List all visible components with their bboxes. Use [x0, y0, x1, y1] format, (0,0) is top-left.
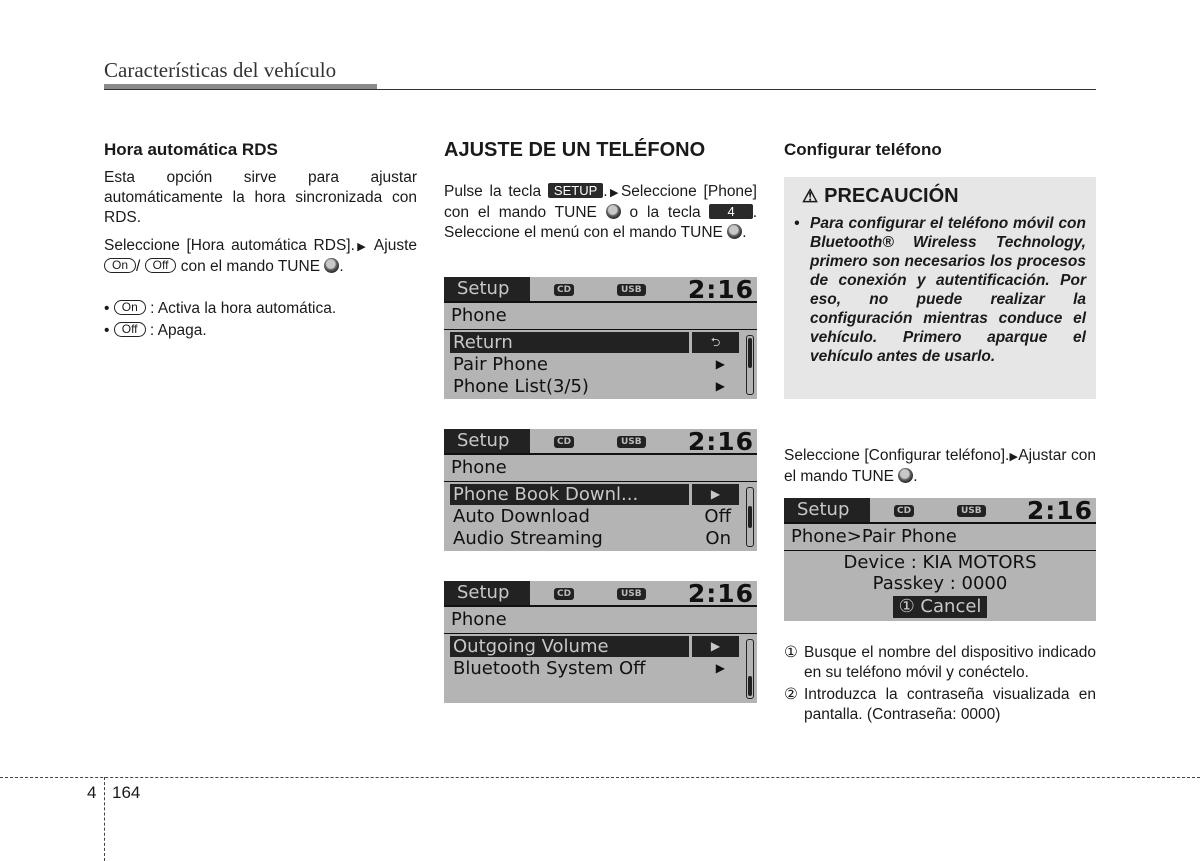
column-phone-setup [444, 140, 757, 251]
lcd-status-bar [444, 581, 757, 607]
lcd-status-bar [784, 498, 1096, 524]
paragraph-configure-phone: Seleccione [Configurar teléfono].▶Ajustar con el mando TUNE . [784, 447, 1096, 485]
lcd-scrollbar [746, 335, 754, 395]
cd-icon: CD [894, 505, 914, 517]
menu-item-phone-list[interactable]: Phone List(3/5) ▶ [453, 376, 725, 397]
setup-key: SETUP [548, 183, 603, 198]
on-key: On [104, 258, 136, 273]
on-key: On [114, 300, 146, 315]
arrow-right-icon: ▶ [689, 484, 739, 505]
lcd-setup-tab: Setup [784, 498, 870, 522]
tune-knob-icon [727, 224, 742, 239]
caution-box [784, 177, 1096, 399]
cd-icon: CD [554, 436, 574, 448]
paragraph-phone-setup: Pulse la tecla SETUP .▶Seleccione [Phone] con el mando TUNE o la tecla 4 . Seleccione el menú con el mando TUNE . [444, 183, 758, 241]
audio-streaming-value: On [705, 528, 731, 549]
lcd-breadcrumb: Phone [451, 305, 507, 326]
lcd-scrollbar [746, 639, 754, 699]
lcd-breadcrumb: Phone>Pair Phone [791, 526, 957, 547]
menu-item-bluetooth-system-off[interactable]: Bluetooth System Off ▶ [453, 658, 725, 679]
arrow-right-icon: ▶ [715, 379, 725, 393]
arrow-right-icon: ▶ [1009, 451, 1019, 463]
list-item: • Off : Apaga. [104, 322, 207, 339]
list-item: ② Introduzca la contraseña visualizada en pantalla. (Contraseña: 0000) [784, 686, 1096, 723]
cancel-button[interactable]: ① Cancel [893, 596, 988, 618]
cd-icon: CD [554, 588, 574, 600]
passkey: Passkey : 0000 [872, 573, 1008, 594]
off-key: Off [114, 322, 146, 337]
auto-download-value: Off [704, 506, 731, 527]
tune-knob-icon [324, 258, 339, 273]
footer-divider [104, 777, 105, 861]
warning-triangle-icon: ⚠ [802, 186, 819, 206]
lcd-screen-pair-phone [784, 498, 1096, 621]
caution-text: Para configurar el teléfono móvil con Bluetooth® Wireless Technology, primero son necesarios los procesos de conexión y autentificación. Por eso, no puede realizar la configuración mientras conduce el vehículo. Primero aparque el vehículo antes de usarlo. [810, 215, 1086, 365]
key-4: 4 [709, 204, 752, 219]
usb-icon: USB [617, 436, 646, 448]
lcd-screen-phone-menu-3 [444, 581, 757, 703]
menu-item-auto-download[interactable]: Auto Download Off [453, 506, 731, 527]
configure-phone-instructions [784, 446, 1096, 495]
menu-item-audio-streaming[interactable]: Audio Streaming On [453, 528, 731, 549]
pairing-steps [784, 643, 1096, 727]
column-rds [104, 140, 417, 343]
lcd-clock: 2:16 [687, 277, 754, 304]
chapter-number: 4 [87, 783, 97, 802]
off-key: Off [145, 258, 177, 273]
menu-item-outgoing-volume[interactable]: Outgoing Volume ▶ [450, 636, 739, 657]
paragraph-rds-select: Seleccione [Hora automática RDS].▶ Ajuste On / Off con el mando TUNE . [104, 237, 418, 275]
page-number: 164 [112, 783, 141, 802]
menu-item-phone-book-download[interactable]: Phone Book Downl... ▶ [450, 484, 739, 505]
cd-icon: CD [554, 284, 574, 296]
lcd-clock: 2:16 [687, 429, 754, 456]
lcd-setup-tab: Setup [444, 429, 530, 453]
lcd-screen-phone-menu-2 [444, 429, 757, 551]
lcd-clock: 2:16 [687, 581, 754, 608]
caution-title: ⚠ PRECAUCIÓN [802, 185, 959, 207]
menu-item-return[interactable]: Return ⮌ [450, 332, 739, 353]
lcd-status-bar [444, 277, 757, 303]
heading-rds: Hora automática RDS [104, 140, 278, 159]
lcd-status-bar [444, 429, 757, 455]
footer-rule [0, 777, 1200, 778]
arrow-right-icon: ▶ [715, 661, 725, 675]
tune-knob-icon [898, 468, 913, 483]
paragraph-rds-intro: Esta opción sirve para ajustar automáticamente la hora sincronizada con RDS. [104, 169, 417, 226]
lcd-clock: 2:16 [1026, 498, 1093, 525]
lcd-breadcrumb: Phone [451, 457, 507, 478]
usb-icon: USB [617, 284, 646, 296]
lcd-screen-phone-menu-1 [444, 277, 757, 399]
arrow-right-icon: ▶ [354, 241, 369, 253]
return-icon: ⮌ [689, 332, 739, 353]
lcd-scrollbar [746, 487, 754, 547]
menu-item-pair-phone[interactable]: Pair Phone ▶ [453, 354, 725, 375]
usb-icon: USB [957, 505, 986, 517]
heading-configure-phone: Configurar teléfono [784, 140, 942, 159]
page-header-title: Características del vehículo [104, 58, 337, 82]
list-item: • On : Activa la hora automática. [104, 300, 337, 317]
rds-options-list [104, 299, 417, 341]
lcd-setup-tab: Setup [444, 277, 530, 301]
header-rule-thin [104, 89, 1096, 90]
arrow-right-icon: ▶ [689, 636, 739, 657]
device-name: Device : KIA MOTORS [843, 552, 1037, 573]
arrow-right-icon: ▶ [607, 187, 621, 199]
list-item: ① Busque el nombre del dispositivo indicado en su teléfono móvil y conéctelo. [784, 644, 1096, 681]
tune-knob-icon [606, 204, 621, 219]
caution-body: • Para configurar el teléfono móvil con Bluetooth® Wireless Technology, primero son necesarios los procesos de conexión y autentificación. Por eso, no puede realizar la configuración mientras conduce el vehículo. Primero aparque el vehículo antes de usarlo. [794, 215, 1086, 365]
column-configure-phone [784, 140, 1096, 168]
lcd-breadcrumb: Phone [451, 609, 507, 630]
usb-icon: USB [617, 588, 646, 600]
arrow-right-icon: ▶ [715, 357, 725, 371]
lcd-setup-tab: Setup [444, 581, 530, 605]
heading-phone-setup: AJUSTE DE UN TELÉFONO [444, 139, 706, 161]
